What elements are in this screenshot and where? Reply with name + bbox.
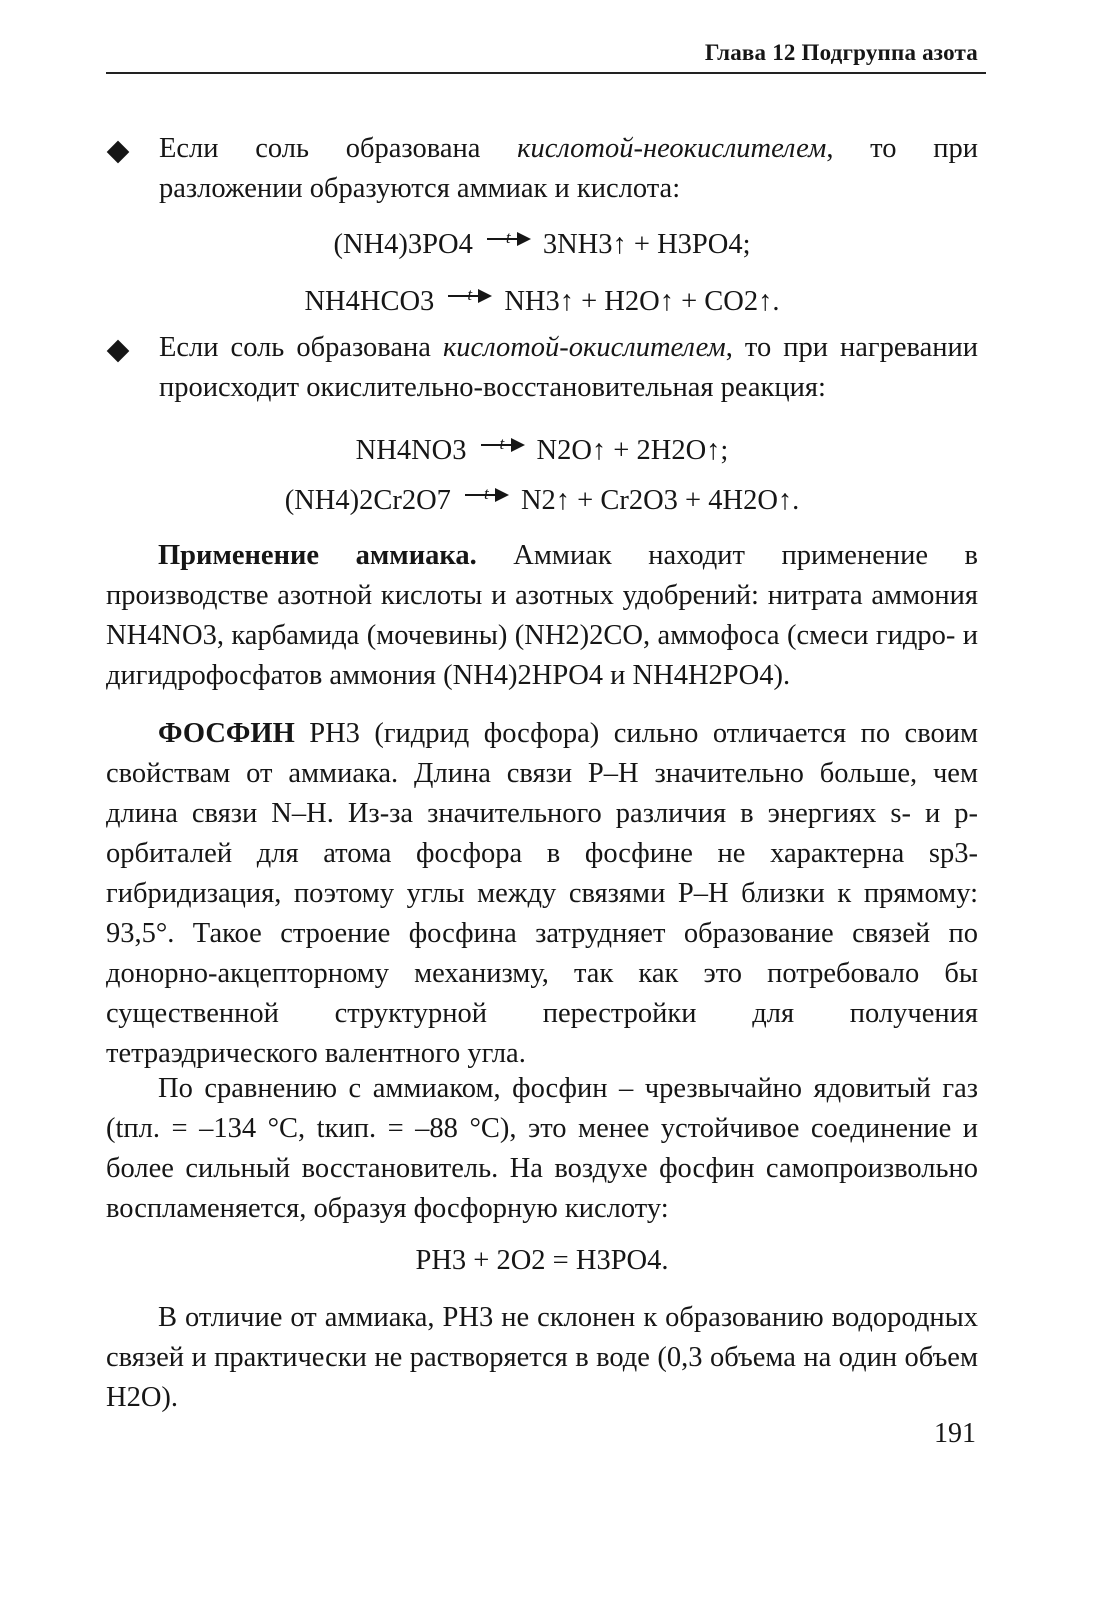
arrow-heat-icon [463,478,509,512]
eq2-right: NH3↑ + H2O↑ + CO2↑. [504,286,780,317]
bullet2-pre: Если соль образована [159,332,443,363]
equation-5 [106,1241,978,1281]
bullet-diamond-icon [107,141,130,164]
eq4-left: (NH4)2Cr2O7 [284,485,451,516]
equation-1 [106,222,978,265]
page-number: 191 [934,1418,976,1449]
arrow-heat-icon [485,222,531,256]
bullet1-pre: Если соль образована [159,133,518,164]
eq3-left: NH4NO3 [355,435,467,466]
bullet2-italic: кислотой-окислителем [442,332,726,363]
phosphine-text: PH3 (гидрид фосфора) сильно отличается по своим свойствам от аммиака. Длина связи P–H значительно больше, чем длина связи N–H. Из-за значительного различия в энергиях s- и p-орбиталей для атома фосфора в фосфине не характерна sp3-гибридизация, поэтому углы между связями P–H близки к прямому: 93,5°. Такое строение фосфина затрудняет образование связей по донорно-акцепторному механизму, так как это потребовало бы существенной структурной перестройки для получения тетраэдрического валентного угла. [106,718,979,1069]
application-text: Аммиак находит применение в производстве азотной кислоты и азотных удобрений: нитрата аммония NH4NO3, карбамида (мочевины) (NH2)2CO, аммофоса (смеси гидро- и дигидрофосфатов аммония (NH4)2HPO4 и NH4H2PO4). [106,540,979,691]
eq4-right: N2↑ + Cr2O3 + 4H2O↑. [520,485,800,516]
paragraph-ammonia-application [106,536,978,696]
arrow-heat-icon [446,279,492,313]
bullet2-post: , то при нагревании происходит окислительно-восстановительная реакция: [159,332,978,403]
para4-text: В отличие от аммиака, PH3 не склонен к образованию водородных связей и практически не растворяется в воде (0,3 объема на один объем H2O). [106,1302,978,1413]
paragraph-hydrogen-bonds [106,1298,978,1418]
bullet-text-oxidizing [159,328,978,408]
phosphine-heading: ФОСФИН [158,718,295,749]
equation-3 [106,428,978,471]
bullet1-post: , то при разложении образуются аммиак и кислота: [159,133,978,204]
paragraph-phosphine [106,714,978,1074]
application-heading: Применение аммиака. [158,540,477,571]
eq2-left: NH4HCO3 [304,286,435,317]
page-header [106,38,986,74]
eq1-right: 3NH3↑ + H3PO4; [542,229,751,260]
eq1-left: (NH4)3PO4 [333,229,473,260]
bullet-text-non-oxidizing [159,129,978,209]
equation-2 [106,279,978,322]
bullet1-italic: кислотой-неокислителем [517,133,827,164]
arrow-heat-icon [479,428,525,462]
chapter-title: Глава 12 Подгруппа азота [704,40,978,65]
eq3-right: N2O↑ + 2H2O↑; [536,435,729,466]
para3-text: По сравнению с аммиаком, фосфин – чрезвычайно ядовитый газ (tпл. = –134 °C, tкип. = –88 °C), это менее устойчивое соединение и более сильный восстановитель. На воздухе фосфин самопроизвольно воспламеняется, образуя фосфорную кислоту: [106,1073,978,1224]
bullet-diamond-icon [107,340,130,363]
eq5-text: PH3 + 2O2 = H3PO4. [415,1245,669,1276]
equation-4 [106,478,978,521]
paragraph-phosphine-comparison [106,1069,978,1229]
